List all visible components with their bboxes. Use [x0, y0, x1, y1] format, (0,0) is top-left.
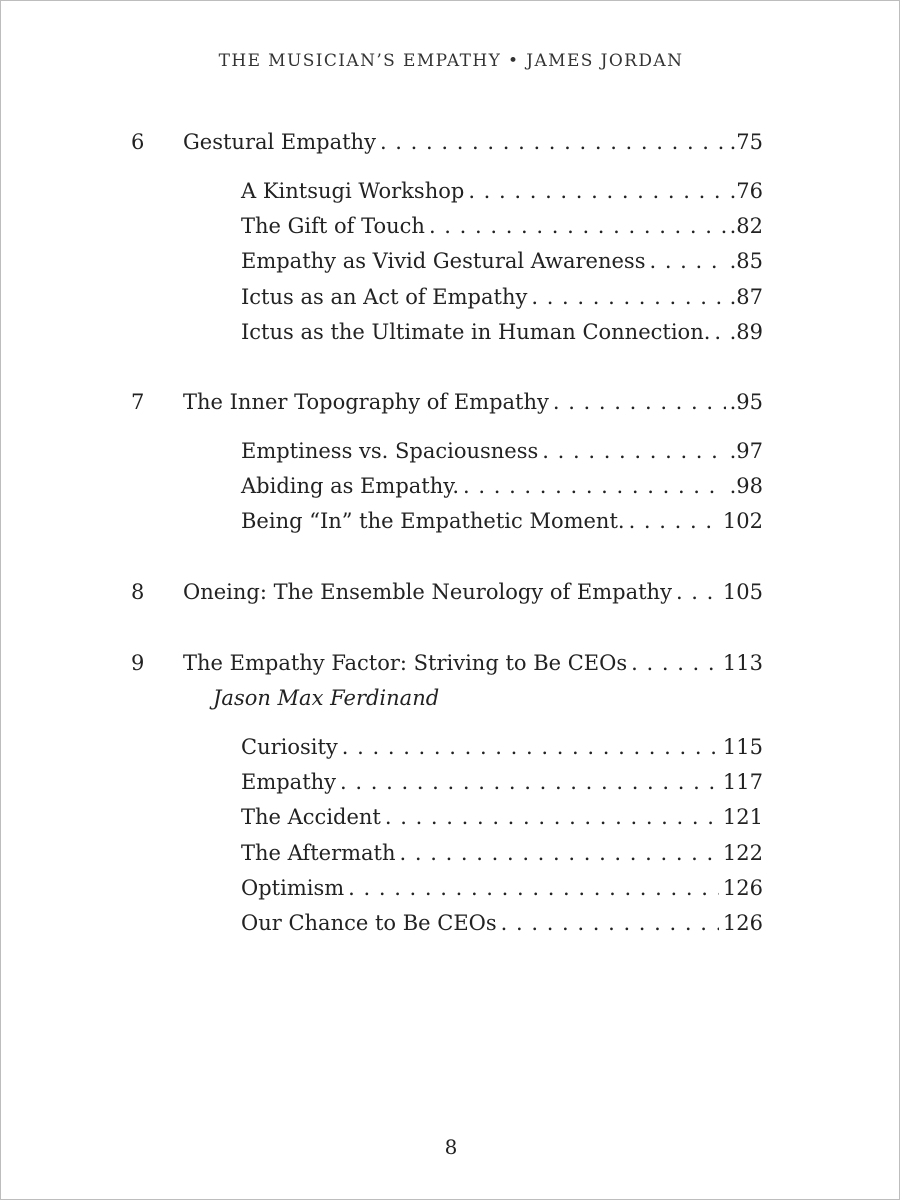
page-ref: 105	[722, 580, 763, 604]
section-title: Abiding as Empathy.	[241, 474, 460, 498]
chapter-number: 6	[131, 130, 145, 154]
page-ref: .95	[729, 390, 763, 414]
toc-chapter-entry	[183, 388, 763, 416]
toc-section-entry	[241, 507, 763, 535]
section-title: Empathy	[241, 770, 337, 794]
page-ref: .98	[729, 474, 763, 498]
toc-section-entry	[241, 283, 763, 311]
dot-leader	[340, 768, 719, 796]
page-ref: 122	[722, 841, 763, 865]
page-ref: .75	[729, 130, 763, 154]
toc-chapter-entry	[183, 128, 763, 156]
chapter-number: 7	[131, 390, 145, 414]
page-ref: 126	[722, 876, 763, 900]
dot-leader	[676, 578, 719, 606]
section-title: The Aftermath	[241, 841, 396, 865]
toc-section-entry	[241, 874, 763, 902]
section-title: The Gift of Touch	[241, 214, 425, 238]
dot-leader	[501, 909, 719, 937]
toc-section-entry	[241, 177, 763, 205]
dot-leader	[542, 437, 725, 465]
dot-leader	[553, 388, 726, 416]
dot-leader	[342, 733, 719, 761]
dot-leader	[385, 803, 719, 831]
page-ref: 126	[722, 911, 763, 935]
chapter-title: Oneing: The Ensemble Neurology of Empathy	[183, 580, 672, 604]
page-ref: .89	[729, 320, 763, 344]
toc-chapter-entry	[183, 578, 763, 606]
dot-leader	[429, 212, 726, 240]
toc-section-entry	[241, 733, 763, 761]
page-ref: .97	[729, 439, 763, 463]
page-ref: .82	[729, 214, 763, 238]
section-title: Optimism	[241, 876, 345, 900]
dot-leader	[348, 874, 719, 902]
dot-leader	[531, 283, 725, 311]
toc-section-entry	[241, 247, 763, 275]
page-ref: 102	[722, 509, 763, 533]
page-ref: 121	[722, 805, 763, 829]
dot-leader	[714, 318, 725, 346]
page-ref: 113	[722, 651, 763, 675]
dot-leader	[629, 507, 719, 535]
section-title: The Accident	[241, 805, 381, 829]
chapter-author: Jason Max Ferdinand	[213, 686, 440, 710]
toc-section-entry	[241, 909, 763, 937]
chapter-number: 9	[131, 651, 145, 675]
toc-section-entry	[241, 803, 763, 831]
toc-section-entry	[241, 212, 763, 240]
toc-section-entry	[241, 472, 763, 500]
chapter-number: 8	[131, 580, 145, 604]
dot-leader	[400, 839, 719, 867]
section-title: Ictus as the Ultimate in Human Connection.	[241, 320, 711, 344]
toc-section-entry	[241, 768, 763, 796]
page-ref: .87	[729, 285, 763, 309]
dot-leader	[463, 472, 726, 500]
toc-chapter-entry	[183, 649, 763, 677]
section-title: Being “In” the Empathetic Moment.	[241, 509, 625, 533]
dot-leader	[631, 649, 719, 677]
page-ref: .76	[729, 179, 763, 203]
section-title: Ictus as an Act of Empathy	[241, 285, 528, 309]
page-number: 8	[444, 1135, 458, 1159]
page-ref: 115	[722, 735, 763, 759]
page-ref: .85	[729, 249, 763, 273]
toc-section-entry	[241, 839, 763, 867]
section-title: A Kintsugi Workshop	[241, 179, 465, 203]
section-title: Our Chance to Be CEOs	[241, 911, 497, 935]
dot-leader	[468, 177, 725, 205]
section-title: Emptiness vs. Spaciousness	[241, 439, 539, 463]
toc-section-entry	[241, 318, 763, 346]
chapter-title: The Inner Topography of Empathy	[183, 390, 549, 414]
page-ref: 117	[722, 770, 763, 794]
toc-section-entry	[241, 437, 763, 465]
dot-leader	[649, 247, 725, 275]
section-title: Empathy as Vivid Gestural Awareness	[241, 249, 646, 273]
section-title: Curiosity	[241, 735, 338, 759]
chapter-title: The Empathy Factor: Striving to Be CEOs	[183, 651, 628, 675]
chapter-title: Gestural Empathy	[183, 130, 376, 154]
running-header: THE MUSICIAN’S EMPATHY • JAMES JORDAN	[218, 51, 684, 71]
dot-leader	[380, 128, 726, 156]
